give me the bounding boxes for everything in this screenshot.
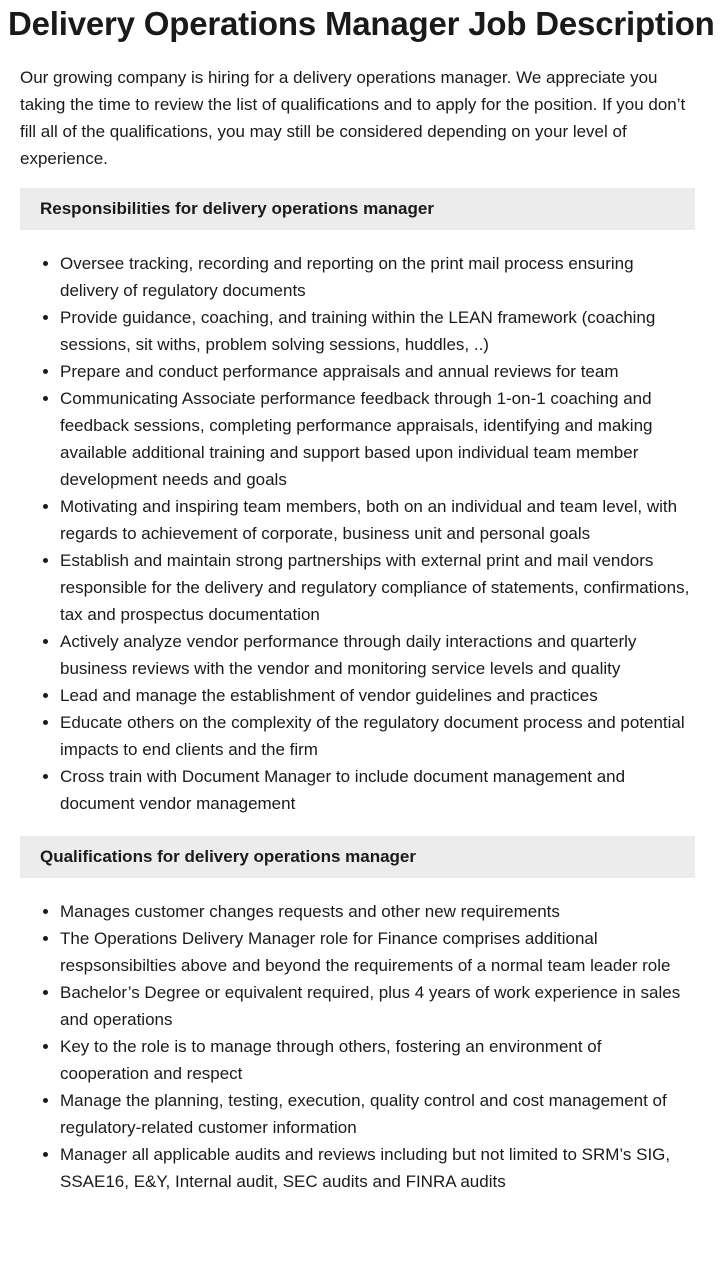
qualifications-list (20, 898, 695, 1195)
list-item: • Bachelor’s Degree or equivalent required, plus 4 years of work experience in sales and operations (60, 979, 695, 1033)
list-item: • Actively analyze vendor performance through daily interactions and quarterly business reviews with the vendor and monitoring service levels and quality (60, 628, 695, 682)
list-item: • Key to the role is to manage through others, fostering an environment of cooperation and respect (60, 1033, 695, 1087)
list-item: • Manages customer changes requests and other new requirements (60, 898, 695, 925)
list-item: • Educate others on the complexity of the regulatory document process and potential impacts to end clients and the firm (60, 709, 695, 763)
list-item: • Communicating Associate performance feedback through 1-on-1 coaching and feedback sessions, completing performance appraisals, identifying and making available additional training and support based upon individual team member development needs and goals (60, 385, 695, 493)
responsibilities-heading: Responsibilities for delivery operations manager (20, 188, 695, 230)
list-item: • Establish and maintain strong partnerships with external print and mail vendors responsible for the delivery and regulatory compliance of statements, confirmations, tax and prospectus documentation (60, 547, 695, 628)
responsibilities-list (20, 250, 695, 817)
list-item: • Lead and manage the establishment of vendor guidelines and practices (60, 682, 695, 709)
list-item: • Provide guidance, coaching, and training within the LEAN framework (coaching sessions, sit withs, problem solving sessions, huddles, ..) (60, 304, 695, 358)
list-item: • The Operations Delivery Manager role for Finance comprises additional respsonsibilties above and beyond the requirements of a normal team leader role (60, 925, 695, 979)
list-item: • Manager all applicable audits and reviews including but not limited to SRM’s SIG, SSAE16, E&Y, Internal audit, SEC audits and FINRA audits (60, 1141, 695, 1195)
list-item: • Cross train with Document Manager to include document management and document vendor management (60, 763, 695, 817)
qualifications-heading: Qualifications for delivery operations manager (20, 836, 695, 878)
page-title: Delivery Operations Manager Job Description (8, 5, 715, 42)
list-item: • Manage the planning, testing, execution, quality control and cost management of regulatory-related customer information (60, 1087, 695, 1141)
list-item: • Prepare and conduct performance appraisals and annual reviews for team (60, 358, 695, 385)
intro-paragraph: Our growing company is hiring for a delivery operations manager. We appreciate you taking the time to review the list of qualifications and to apply for the position. If you don’t fill all of the qualifications, you may still be considered depending on your level of experience. (20, 68, 686, 168)
list-item: • Oversee tracking, recording and reporting on the print mail process ensuring delivery of regulatory documents (60, 250, 695, 304)
list-item: • Motivating and inspiring team members, both on an individual and team level, with regards to achievement of corporate, business unit and personal goals (60, 493, 695, 547)
